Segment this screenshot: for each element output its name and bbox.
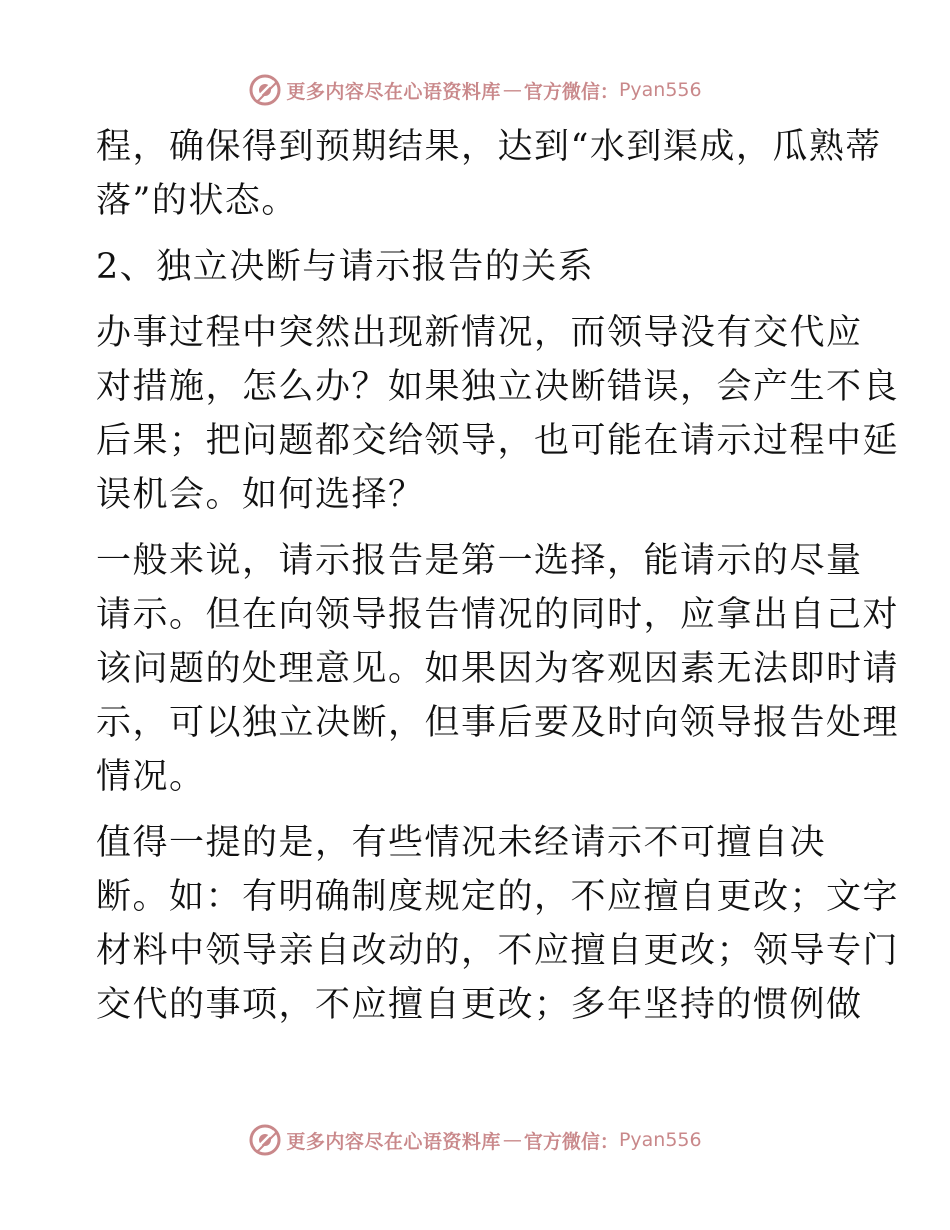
text-line: 材料中领导亲自改动的，不应擅自更改；领导专门	[96, 931, 900, 971]
text-line: 一般来说，请示报告是第一选择，能请示的尽量	[96, 541, 863, 581]
paragraph-5	[96, 816, 900, 1032]
watermark-wechat-id: Pyan556	[618, 79, 702, 101]
watermark-wechat-id: Pyan556	[618, 1129, 702, 1151]
text-line: 对措施，怎么办？如果独立决断错误，会产生不良	[96, 367, 900, 407]
watermark-left-text: 更多内容尽在心语资料库	[286, 1130, 501, 1153]
brand-logo-icon	[248, 73, 282, 107]
text-line: 落”的状态。	[96, 181, 298, 221]
text-line: 误机会。如何选择？	[96, 475, 425, 515]
section-heading	[96, 240, 852, 294]
text-line: 示，可以独立决断，但事后要及时向领导报告处理	[96, 703, 900, 743]
watermark-left-text: 更多内容尽在心语资料库	[286, 80, 501, 103]
document-body	[96, 120, 900, 1044]
text-line: 办事过程中突然出现新情况，而领导没有交代应	[96, 313, 863, 353]
brand-logo-icon	[248, 1123, 282, 1157]
text-line: 后果；把问题都交给领导，也可能在请示过程中延	[96, 421, 900, 461]
text-line: 情况。	[96, 757, 206, 797]
text-line: 交代的事项，不应擅自更改；多年坚持的惯例做	[96, 985, 863, 1025]
watermark-dash: —	[502, 79, 522, 101]
text-line: 值得一提的是，有些情况未经请示不可擅自决	[96, 823, 827, 863]
paragraph-3	[96, 306, 900, 522]
footer-watermark	[0, 1120, 950, 1160]
text-line: 程，确保得到预期结果，达到“水到渠成，瓜熟蒂	[96, 127, 882, 167]
header-watermark	[0, 70, 950, 110]
text-line: 请示。但在向领导报告情况的同时，应拿出自己对	[96, 595, 900, 635]
watermark-dash: —	[502, 1129, 522, 1151]
text-line: 断。如：有明确制度规定的，不应擅自更改；文字	[96, 877, 900, 917]
watermark-right-text: 官方微信：	[523, 1130, 619, 1153]
paragraph-1	[96, 120, 882, 228]
paragraph-4	[96, 534, 900, 804]
watermark-right-text: 官方微信：	[523, 80, 619, 103]
text-line: 该问题的处理意见。如果因为客观因素无法即时请	[96, 649, 900, 689]
heading-line: 2、独立决断与请示报告的关系	[96, 247, 595, 287]
